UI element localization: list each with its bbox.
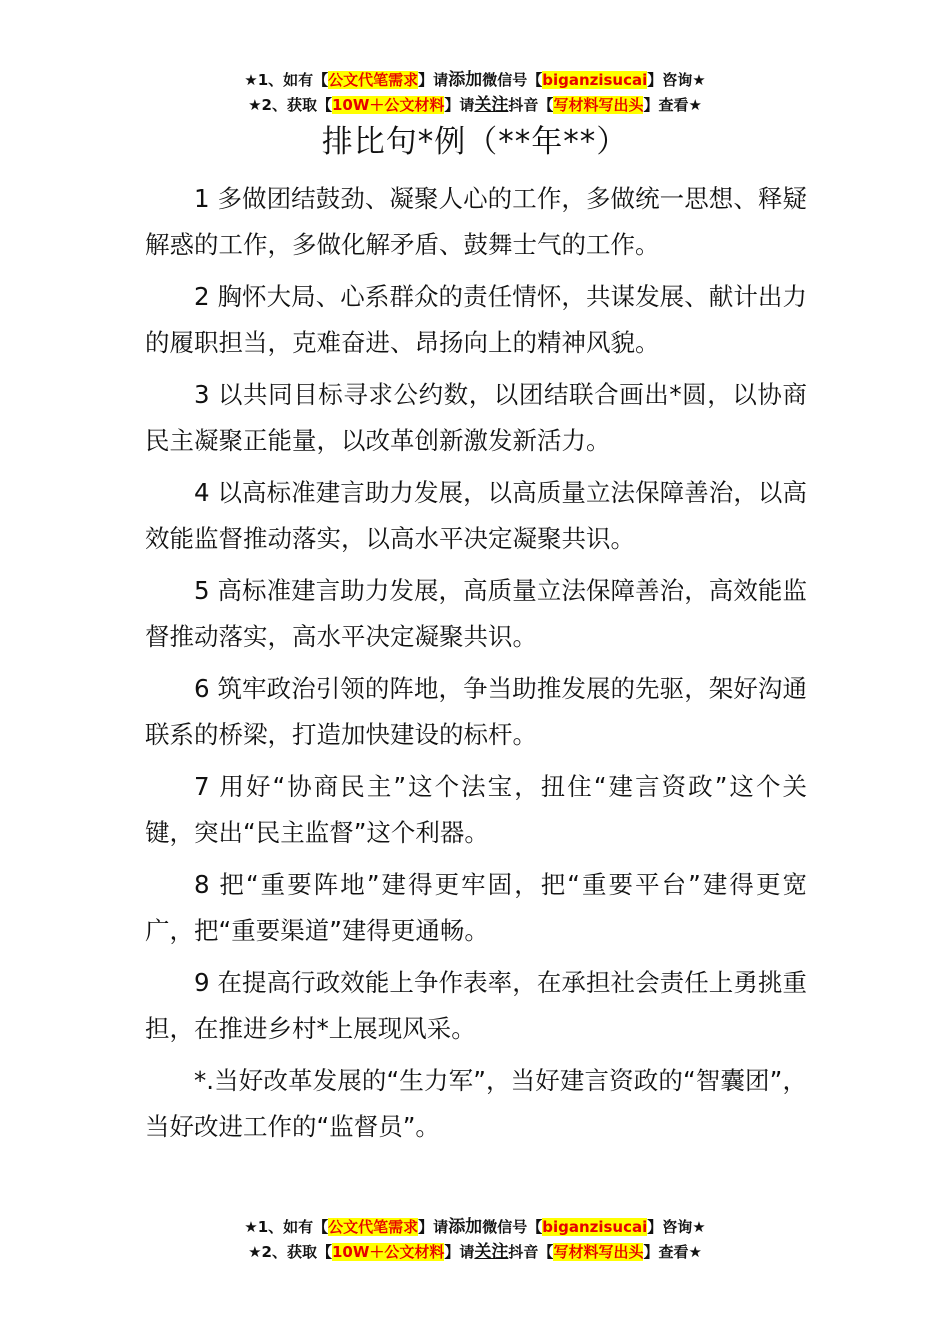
promo-highlight: 写材料写出头 bbox=[553, 1243, 644, 1261]
paragraph: 7 用好“协商民主”这个法宝，扭住“建言资政”这个关键，突出“民主监督”这个利器。 bbox=[145, 772, 807, 847]
promo-text: 抖音【 bbox=[508, 96, 554, 114]
promo-text: 】查看★ bbox=[643, 96, 702, 114]
promo-banner-bottom bbox=[0, 1215, 950, 1265]
promo-text: 】咨询★ bbox=[647, 71, 706, 89]
document-title: 排比句*例（**年**） bbox=[321, 124, 629, 160]
paragraph: 2 胸怀大局、心系群众的责任情怀，共谋发展、献计出力的履职担当，克难奋进、昂扬向上的精神风貌。 bbox=[145, 282, 807, 357]
promo-line-2 bbox=[0, 93, 950, 118]
promo-highlight: 公文代笔需求 bbox=[328, 71, 419, 89]
promo-text: ★2、获取【 bbox=[248, 96, 332, 114]
promo-text: 】咨询★ bbox=[647, 1218, 706, 1236]
promo-text: 】请 bbox=[418, 1218, 449, 1236]
promo-line-2 bbox=[0, 1240, 950, 1265]
promo-text: 】请 bbox=[418, 71, 449, 89]
promo-text: 】请 bbox=[444, 96, 475, 114]
promo-text: ★1、如有【 bbox=[244, 1218, 329, 1236]
promo-highlight: 10W＋公文材料 bbox=[331, 1243, 445, 1261]
promo-emphasis: 添加 bbox=[448, 70, 483, 90]
paragraph: 6 筑牢政治引领的阵地，争当助推发展的先驱，架好沟通联系的桥梁，打造加快建设的标杆。 bbox=[145, 674, 807, 749]
paragraph: 5 高标准建言助力发展，高质量立法保障善治，高效能监督推动落实，高水平决定凝聚共识。 bbox=[145, 576, 807, 651]
paragraph: *.当好改革发展的“生力军”，当好建言资政的“智囊团”，当好改进工作的“监督员”。 bbox=[145, 1066, 807, 1141]
promo-text: ★2、获取【 bbox=[248, 1243, 332, 1261]
promo-highlight: 公文代笔需求 bbox=[328, 1218, 419, 1236]
paragraph: 9 在提高行政效能上争作表率，在承担社会责任上勇挑重担，在推进乡村*上展现风采。 bbox=[145, 968, 807, 1043]
promo-highlight: biganzisucai bbox=[542, 1218, 648, 1236]
promo-line-1 bbox=[0, 68, 950, 93]
promo-text: 】查看★ bbox=[643, 1243, 702, 1261]
paragraph: 1 多做团结鼓劲、凝聚人心的工作，多做统一思想、释疑解惑的工作，多做化解矛盾、鼓舞士气的工作。 bbox=[145, 184, 807, 259]
promo-emphasis: 关注 bbox=[474, 95, 509, 115]
promo-emphasis: 添加 bbox=[448, 1217, 483, 1237]
promo-emphasis: 关注 bbox=[474, 1242, 509, 1262]
promo-text: 微信号【 bbox=[482, 1218, 543, 1236]
paragraph: 8 把“重要阵地”建得更牢固，把“重要平台”建得更宽广，把“重要渠道”建得更通畅。 bbox=[145, 870, 807, 945]
promo-highlight: 写材料写出头 bbox=[553, 96, 644, 114]
promo-highlight: biganzisucai bbox=[542, 71, 648, 89]
promo-text: ★1、如有【 bbox=[244, 71, 329, 89]
promo-text: 抖音【 bbox=[508, 1243, 554, 1261]
promo-line-1 bbox=[0, 1215, 950, 1240]
promo-highlight: 10W＋公文材料 bbox=[331, 96, 445, 114]
promo-text: 】请 bbox=[444, 1243, 475, 1261]
promo-banner-top bbox=[0, 68, 950, 118]
document-body bbox=[145, 176, 807, 1156]
paragraph: 4 以高标准建言助力发展，以高质量立法保障善治，以高效能监督推动落实，以高水平决定凝聚共识。 bbox=[145, 478, 807, 553]
paragraph: 3 以共同目标寻求公约数，以团结联合画出*圆，以协商民主凝聚正能量，以改革创新激发新活力。 bbox=[145, 380, 807, 455]
promo-text: 微信号【 bbox=[482, 71, 543, 89]
